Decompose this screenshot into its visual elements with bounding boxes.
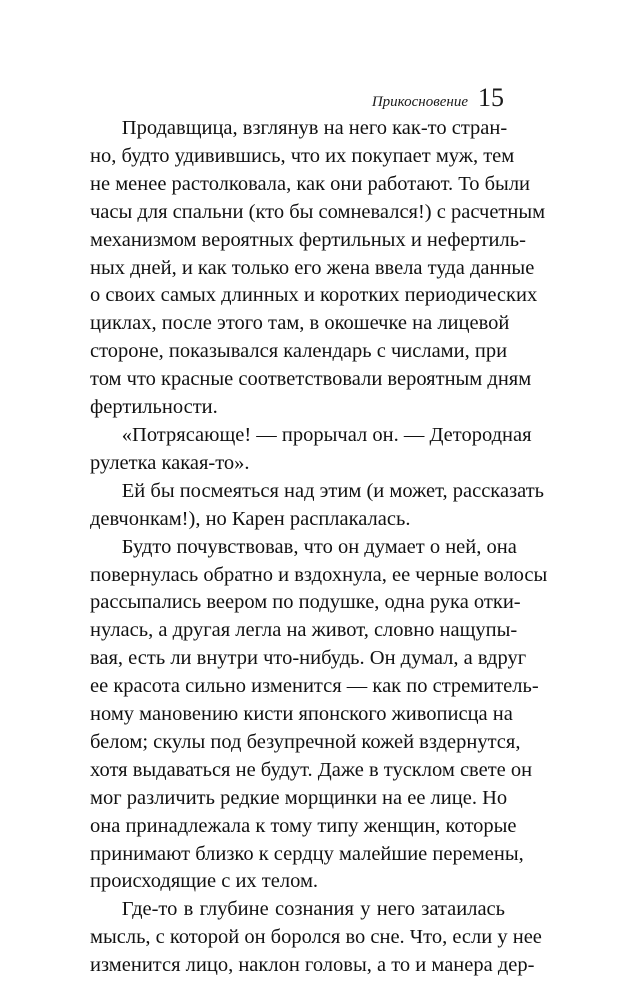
text-line: рассыпались веером по подушке, одна рука отки-	[90, 591, 521, 614]
text-line: девчонкам!), но Карен расплакалась.	[90, 507, 411, 530]
text-line: вая, есть ли внутри что-нибудь. Он думал, а вдруг	[90, 647, 527, 670]
text-line: нулась, а другая легла на живот, словно нащупы-	[90, 619, 518, 642]
text-line: фертильности.	[90, 396, 218, 419]
text-line: не менее растолковала, как они работают. То были	[90, 172, 531, 195]
page-number: 15	[478, 83, 504, 112]
text-line: том что красные соответствовали вероятным дням	[90, 368, 532, 391]
text-line: рулетка какая-то».	[90, 451, 250, 474]
text-line: мысль, с которой он боролся во сне. Что, если у нее	[90, 926, 542, 949]
text-line: ных дней, и как только его жена ввела туда данные	[90, 256, 535, 279]
paragraph	[90, 478, 545, 534]
paragraph	[90, 115, 546, 422]
text-line: повернулась обратно и вздохнула, ее черные волосы	[90, 563, 548, 586]
text-line: Где-то в глубине сознания у него затаилась	[121, 898, 505, 921]
running-title: Прикосновение	[371, 94, 468, 110]
text-line: Продавщица, взглянув на него как-то стран-	[121, 117, 508, 139]
text-line: мог различить редкие морщинки на ее лице. Но	[90, 786, 508, 809]
text-line: принимают близко к сердцу малейшие перемены,	[90, 842, 524, 865]
text-line: хотя выдаваться не будут. Даже в тусклом свете он	[90, 758, 533, 781]
text-line: изменится лицо, наклон головы, а то и манера дер-	[90, 954, 535, 977]
text-line: она принадлежала к тому типу женщин, которые	[90, 814, 517, 837]
paragraph	[90, 422, 532, 478]
text-line: циклах, после этого там, в окошечке на лицевой	[90, 312, 510, 335]
text-line: Будто почувствовав, что он думает о ней, она	[121, 535, 517, 558]
text-line: часы для спальни (кто бы сомневался!) с расчетным	[90, 200, 546, 223]
text-line: механизмом вероятных фертильных и нефертиль-	[90, 228, 526, 251]
text-line: «Потрясающе! — прорычал он. — Детородная	[121, 423, 532, 446]
text-line: происходящие с их телом.	[90, 870, 319, 893]
text-line: ее красота сильно изменится — как по стремитель-	[90, 675, 539, 698]
paragraph	[90, 896, 542, 980]
text-line: ному мановению кисти японского живописца на	[90, 703, 513, 726]
text-line: стороне, показывался календарь с числами, при	[90, 340, 508, 363]
text-line: Ей бы посмеяться над этим (и может, рассказать	[121, 479, 545, 502]
text-line: но, будто удивившись, что их покупает муж, тем	[90, 144, 515, 167]
body-text	[90, 115, 548, 980]
paragraph	[90, 534, 548, 897]
text-line: о своих самых длинных и коротких периодических	[90, 284, 538, 307]
text-line: белом; скулы под безупречной кожей вздернутся,	[90, 730, 521, 753]
page-header	[372, 83, 504, 113]
